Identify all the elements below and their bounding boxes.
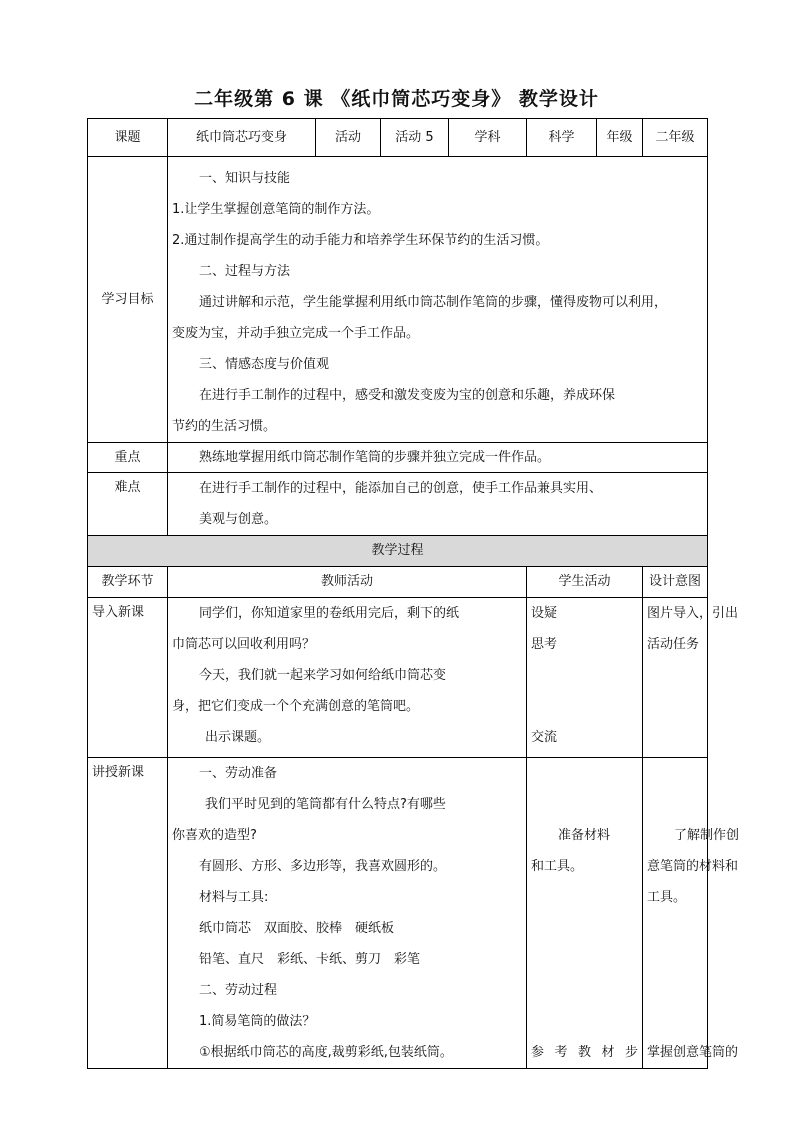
process-banner-row (88, 536, 708, 567)
lesson-intent-line (647, 789, 703, 820)
info-row (88, 119, 708, 157)
intro-teacher-line: 身，把它们变成一个个充满创意的笔筒吧。 (172, 699, 420, 714)
difficulty-line: 美观与创意。 (199, 512, 278, 527)
objectives-content (168, 157, 708, 443)
topic-label: 课题 (88, 119, 168, 157)
lesson-intent-line (647, 944, 703, 975)
lesson-stage: 讲授新课 (88, 758, 168, 1069)
lesson-teacher-line: 1.简易笔筒的做法？ (199, 1014, 316, 1029)
document-title: 二年级第 6 课 《纸巾筒芯巧变身》 教学设计 (194, 88, 599, 110)
lesson-teacher-line: 一、劳动准备 (199, 766, 278, 781)
lesson-student-line: 准备材料 (558, 828, 611, 843)
lesson-teacher-line: 你喜欢的造型? (172, 828, 257, 843)
lesson-intent-line (647, 913, 703, 944)
intro-teacher-line: 同学们，你知道家里的卷纸用完后，剩下的纸 (199, 606, 460, 621)
objectives-line: 通过讲解和示范，学生能掌握利用纸巾筒芯制作笔筒的步骤，懂得废物可以利用， (199, 295, 668, 310)
key-point-content (168, 443, 708, 473)
lesson-plan-table (87, 118, 740, 1069)
activity-label: 活动 (316, 119, 381, 157)
lesson-intent (643, 758, 740, 1069)
difficulty-label: 难点 (88, 473, 168, 536)
intro-student-line: 设疑 (531, 606, 558, 621)
key-point-label: 重点 (88, 443, 168, 473)
objectives-line: 1.让学生掌握创意笔筒的制作方法。 (172, 202, 380, 217)
lesson-teacher-line: 材料与工具: (199, 890, 269, 905)
grade-label: 年级 (597, 119, 643, 157)
lesson-teacher (168, 758, 527, 1069)
lesson-intent-line (647, 975, 703, 1006)
intro-teacher-line: 今天，我们就一起来学习如何给纸巾筒芯变 (199, 668, 447, 683)
lesson-teacher-line: 铅笔、直尺 彩纸、卡纸、剪刀 彩笔 (199, 952, 421, 967)
difficulty-row (88, 473, 708, 536)
header-stage: 教学环节 (88, 567, 168, 598)
intro-teacher (168, 598, 527, 758)
lesson-teacher-line: 纸巾筒芯 双面胶、胶棒 硬纸板 (199, 921, 395, 936)
lesson-intent-line: 意笔筒的材料和 (647, 859, 739, 874)
intro-student-line: 交流 (531, 730, 558, 745)
process-header-row (88, 567, 708, 598)
objectives-line: 节约的生活习惯。 (172, 419, 277, 434)
intro-student-line: 思考 (531, 637, 558, 652)
lesson-teacher-line: 有圆形、方形、多边形等，我喜欢圆形的。 (199, 859, 447, 874)
objectives-line: 一、知识与技能 (199, 171, 291, 186)
intro-row (88, 598, 708, 758)
lesson-teacher-line: 二、劳动过程 (199, 983, 278, 998)
intro-student (527, 598, 643, 758)
objectives-line: 在进行手工制作的过程中，感受和激发变废为宝的创意和乐趣，养成环保 (199, 388, 616, 403)
objectives-line: 2.通过制作提高学生的动手能力和培养学生环保节约的生活习惯。 (172, 233, 549, 248)
lesson-intent-line (647, 1006, 703, 1037)
intro-stage: 导入新课 (88, 598, 168, 758)
lesson-teacher-line: ①根据纸巾筒芯的高度,裁剪彩纸,包装纸筒。 (199, 1045, 453, 1060)
topic-value: 纸巾筒芯巧变身 (168, 119, 316, 157)
header-teacher: 教师活动 (168, 567, 527, 598)
intro-teacher-line: 巾筒芯可以回收利用吗？ (172, 637, 316, 652)
objectives-line: 二、过程与方法 (199, 264, 291, 279)
key-point-row (88, 443, 708, 473)
header-intent: 设计意图 (643, 567, 708, 598)
lesson-intent-line (647, 758, 703, 789)
lesson-student-line (531, 944, 638, 975)
subject-value: 科学 (527, 119, 597, 157)
intro-intent (643, 598, 739, 758)
lesson-student (527, 758, 643, 1069)
objectives-line: 变废为宝，并动手独立完成一个手工作品。 (172, 326, 420, 341)
lesson-student-line (531, 789, 638, 820)
lesson-student-line (531, 882, 638, 913)
lesson-student-line (531, 758, 638, 789)
intro-intent-line: 图片导入，引出 (647, 606, 739, 621)
lesson-student-line: 和工具。 (531, 859, 584, 874)
objectives-row (88, 157, 708, 443)
intro-intent-line: 活动任务 (647, 637, 700, 652)
lesson-intent-line: 掌握创意笔筒的 (647, 1045, 739, 1060)
intro-student-line (531, 691, 638, 722)
lesson-student-line: 参考教材步 (531, 1045, 638, 1060)
process-title: 教学过程 (88, 536, 708, 567)
intro-teacher-line: 出示课题。 (205, 730, 271, 745)
lesson-teacher-line: 我们平时见到的笔筒都有什么特点?有哪些 (205, 797, 446, 812)
key-point-text: 熟练地掌握用纸巾筒芯制作笔筒的步骤并独立完成一件作品。 (199, 449, 551, 465)
lesson-student-line (531, 975, 638, 1006)
objectives-line: 三、情感态度与价值观 (199, 357, 330, 372)
header-student: 学生活动 (527, 567, 643, 598)
lesson-row (88, 758, 708, 1069)
difficulty-line: 在进行手工制作的过程中，能添加自己的创意，使手工作品兼具实用、 (199, 481, 603, 496)
lesson-student-line (531, 1006, 638, 1037)
intro-student-line (531, 660, 638, 691)
objectives-label: 学习目标 (88, 157, 168, 443)
subject-label: 学科 (449, 119, 527, 157)
lesson-student-line (531, 913, 638, 944)
grade-value: 二年级 (643, 119, 708, 157)
difficulty-content (168, 473, 708, 536)
activity-value: 活动 5 (381, 119, 449, 157)
lesson-intent-line: 了解制作创 (674, 828, 740, 843)
lesson-intent-line: 工具。 (647, 890, 687, 905)
